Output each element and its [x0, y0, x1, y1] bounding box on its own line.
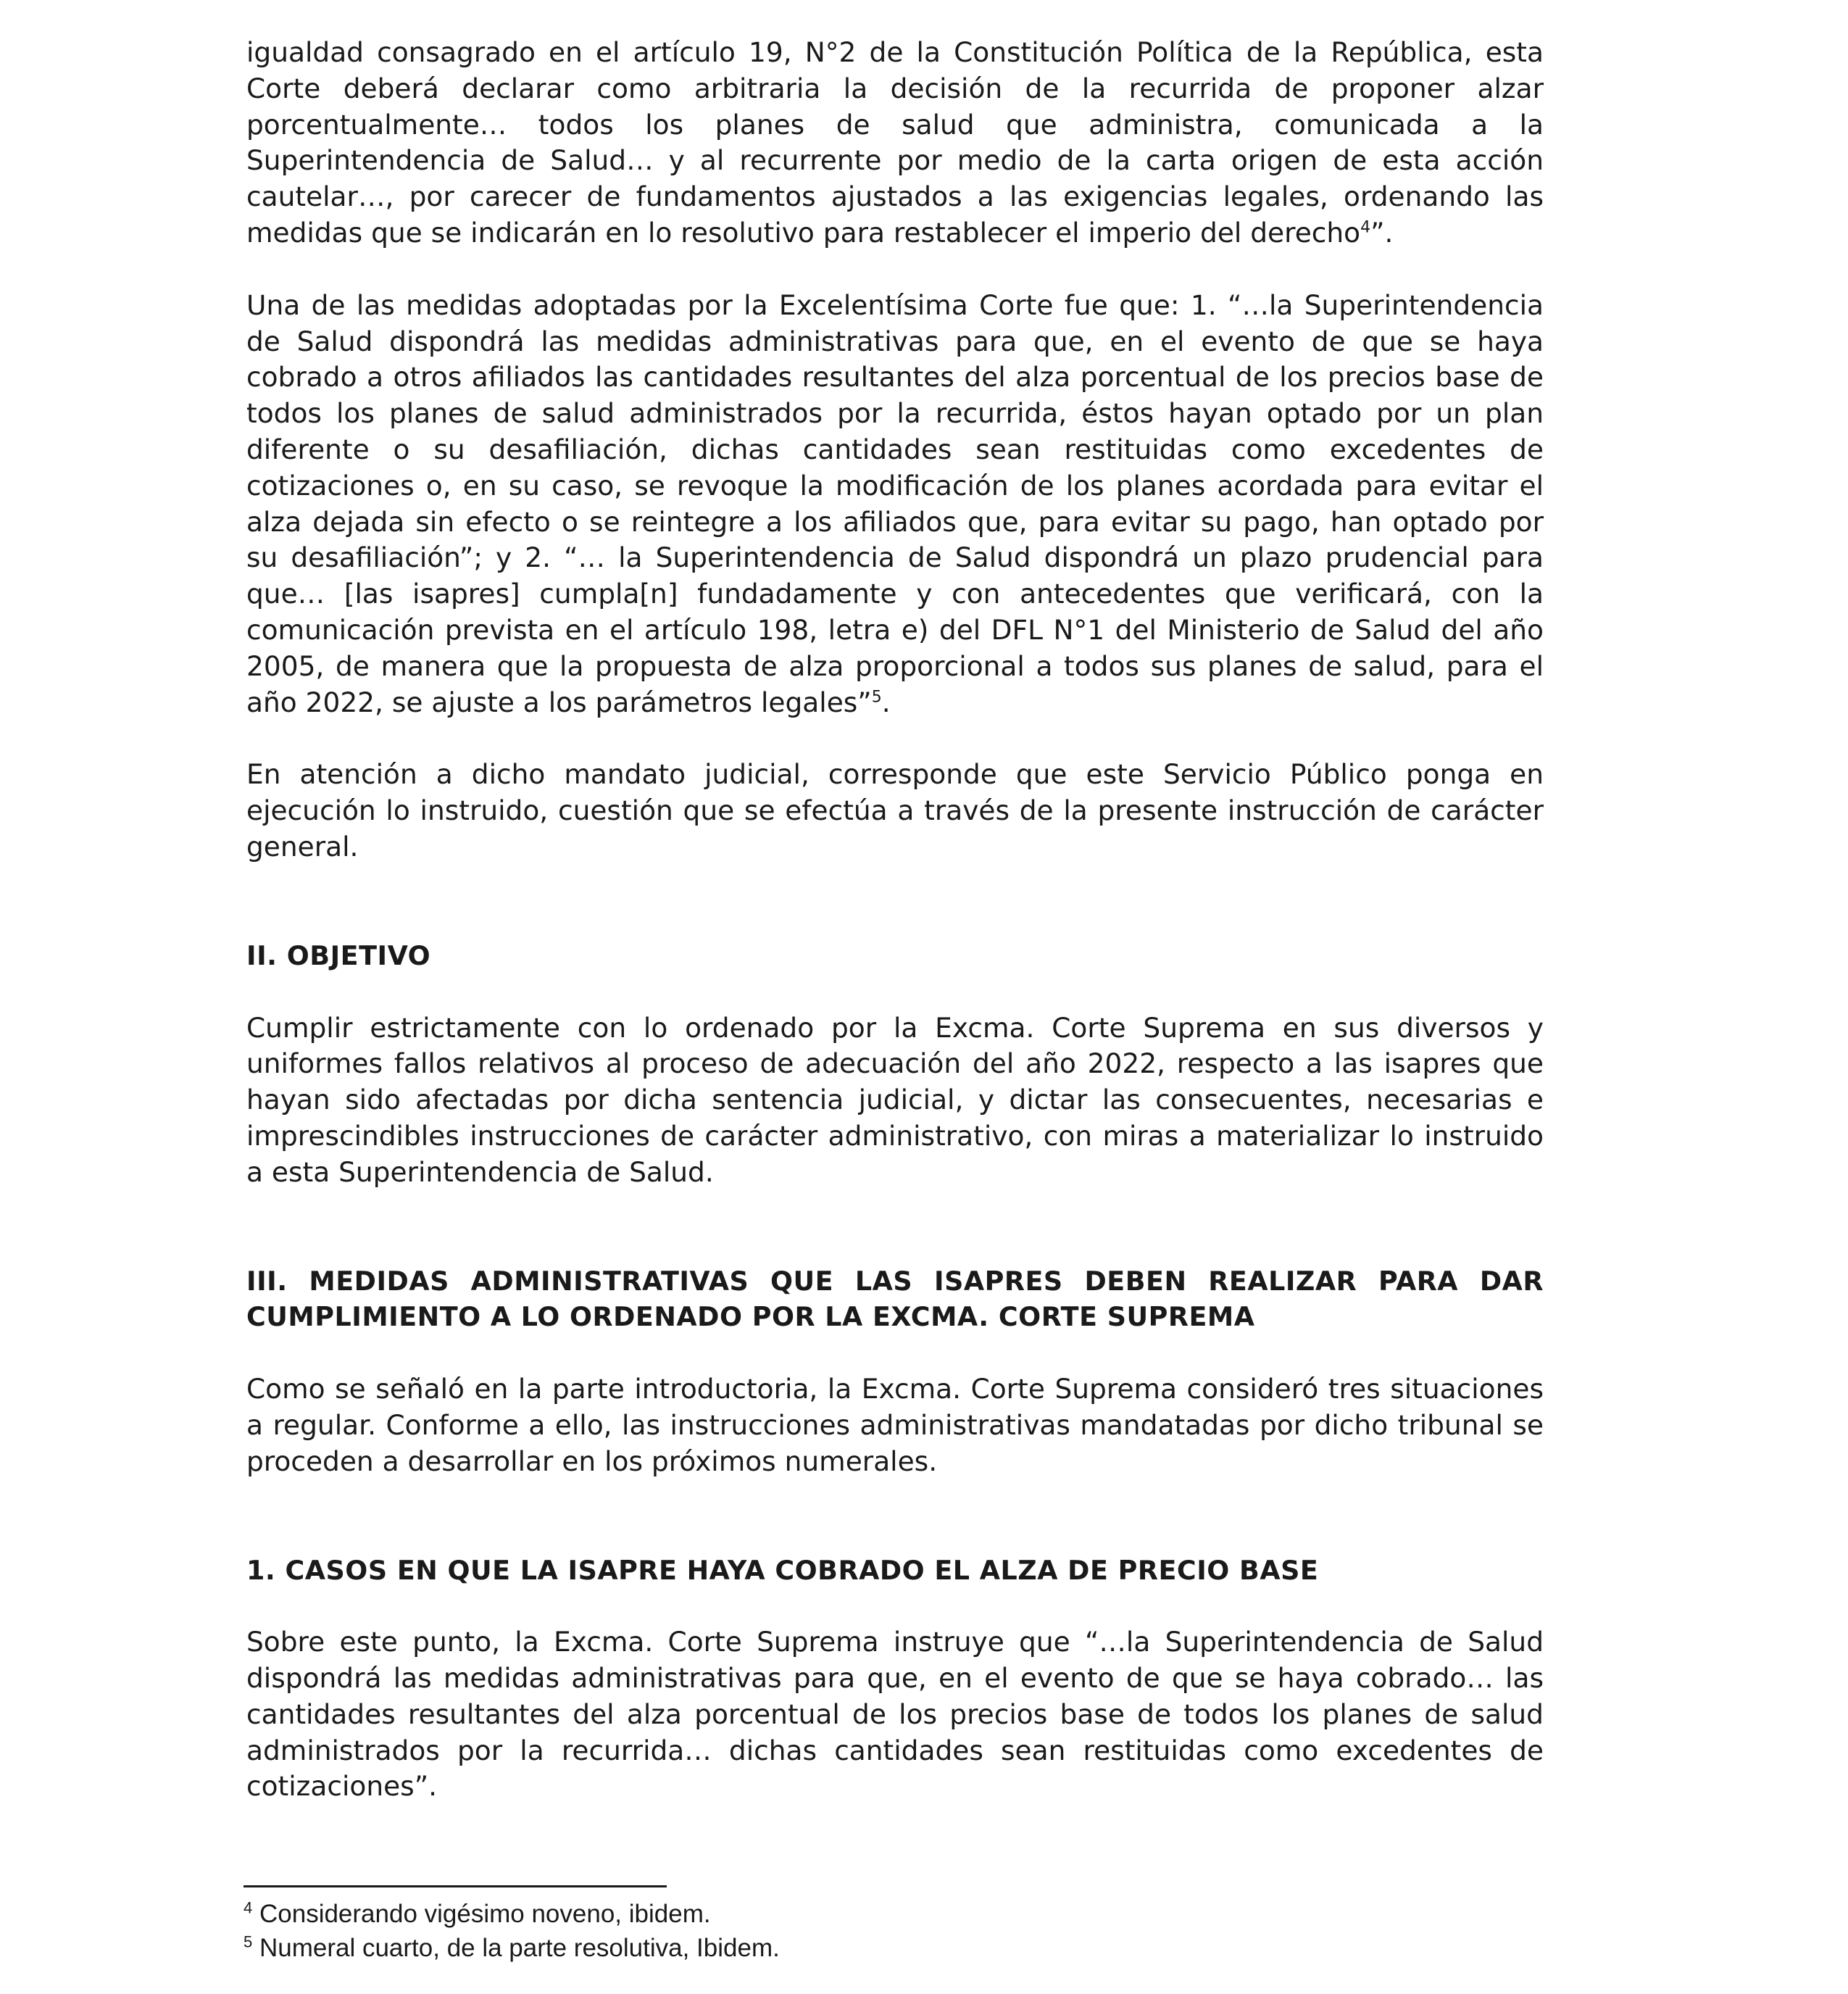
footnote-ref-5[interactable]: 5 [871, 688, 882, 707]
heading-medidas-administrativas: III. MEDIDAS ADMINISTRATIVAS QUE LAS ISAPRES DEBEN REALIZAR PARA DAR CUMPLIMIENTO A LO ORDENADO POR LA EXCMA. CORTE SUPREMA [246, 1265, 1544, 1333]
footnote-ref-4[interactable]: 4 [1360, 218, 1371, 237]
heading-objetivo: II. OBJETIVO [246, 939, 431, 971]
heading-casos-alza-precio-base: 1. CASOS EN QUE LA ISAPRE HAYA COBRADO EL ALZA DE PRECIO BASE [246, 1554, 1319, 1586]
footnotes [244, 1897, 1258, 1965]
document-page [246, 35, 1544, 1805]
paragraph-judicial-mandate: En atención a dicho mandato judicial, corresponde que este Servicio Público ponga en ejecución lo instruido, cuestión que se efectúa a través de la presente instrucción de carácter general. [246, 758, 1544, 863]
paragraph-casos-alza: Sobre este punto, la Excma. Corte Suprema instruye que “…la Superintendencia de Salud dispondrá las medidas administrativas para que, en el evento de que se haya cobrado… las cantidades resultantes del alza porcentual de los precios base de todos los planes de salud administrados por la recurrida… dichas cantidades sean restituidas como excedentes de cotizaciones”. [246, 1626, 1544, 1803]
footnote-5: $^5$ Numeral cuarto, de la parte resolutiva, Ibidem. [244, 1932, 780, 1962]
footnote-4: $^4$ Considerando vigésimo noveno, ibidem. [244, 1898, 711, 1928]
footnote-separator [244, 1885, 667, 1887]
paragraph-medidas-intro: Como se señaló en la parte introductoria, la Excma. Corte Suprema consideró tres situaciones a regular. Conforme a ello, las instrucciones administrativas mandatadas por dicho tribunal se proceden a desarrollar en los próximos numerales. [246, 1373, 1544, 1477]
paragraph-court-reasoning: igualdad consagrado en el artículo 19, N°2 de la Constitución Política de la República, esta Corte deberá declarar como arbitraria la decisión de la recurrida de proponer alzar porcentualmente… todos los planes de salud que administra, comunicada a la Superintendencia de Salud… y al recurrente por medio de la carta origen de esta acción cautelar…, por carecer de fundamentos ajustados a las exigencias legales, ordenando las medidas que se indicarán en lo resolutivo para restablecer el imperio del derecho$^4$”. [246, 36, 1544, 249]
paragraph-court-measures: Una de las medidas adoptadas por la Excelentísima Corte fue que: 1. “…la Superintendencia de Salud dispondrá las medidas administrativas para que, en el evento de que se haya cobrado a otros afiliados las cantidades resultantes del alza porcentual de los precios base de todos los planes de salud administrados por la recurrida, éstos hayan optado por un plan diferente o su desafiliación, dichas cantidades sean restituidas como excedentes de cotizaciones o, en su caso, se revoque la modificación de los planes acordada para evitar el alza dejada sin efecto o se reintegre a los afiliados que, para evitar su pago, han optado por su desafiliación”; y 2. “… la Superintendencia de Salud dispondrá un plazo prudencial para que… [las isapres] cumpla[n] fundadamente y con antecedentes que verificará, con la comunicación prevista en el artículo 198, letra e) del DFL N°1 del Ministerio de Salud del año 2005, de manera que la propuesta de alza proporcional a todos sus planes de salud, para el año 2022, se ajuste a los parámetros legales”$^5$. [246, 288, 1544, 718]
paragraph-objetivo: Cumplir estrictamente con lo ordenado por la Excma. Corte Suprema en sus diversos y uniformes fallos relativos al proceso de adecuación del año 2022, respecto a las isapres que hayan sido afectadas por dicha sentencia judicial, y dictar las consecuentes, necesarias e imprescindibles instrucciones de carácter administrativo, con miras a materializar lo instruido a esta Superintendencia de Salud. [246, 1011, 1544, 1188]
